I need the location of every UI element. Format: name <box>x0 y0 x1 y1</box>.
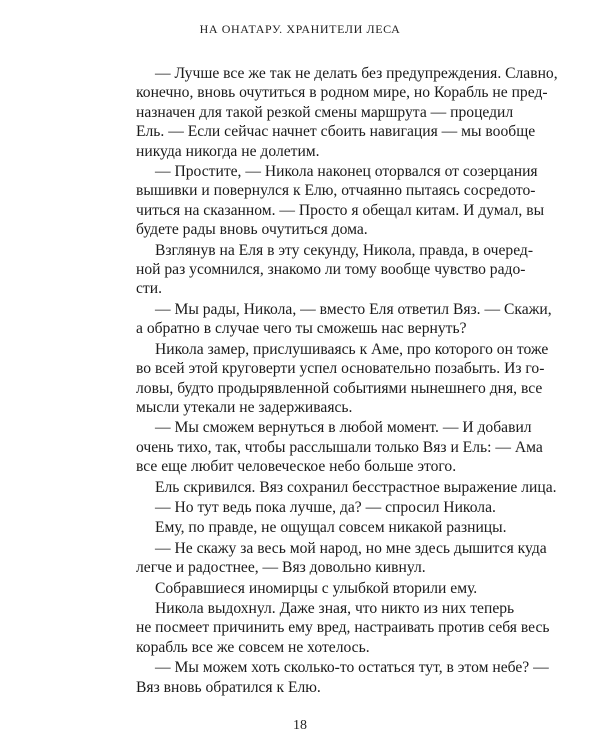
text-line: — Лучше все же так не делать без предупреждения. Славно, <box>155 65 558 82</box>
text-line: очень тихо, так, чтобы расслышали только Вяз и Ель: — Ама <box>136 438 543 456</box>
paragraph <box>117 162 545 240</box>
text-line: вышивки и повернулся к Елю, отчаянно пытаясь сосредото- <box>136 182 536 200</box>
text-line: сти. <box>136 280 162 298</box>
text-line: Взглянув на Еля в эту секунду, Никола, правда, в очеред- <box>155 241 534 259</box>
paragraph <box>117 498 499 517</box>
text-line: легче и радостнее, — Вяз довольно кивнул. <box>136 559 426 577</box>
text-line: мысли утекали не задерживаясь. <box>136 398 353 416</box>
paragraph <box>117 478 557 497</box>
text-line: Вяз вновь обратился к Елю. <box>136 678 321 696</box>
text-line: — Простите, — Никола наконец оторвался от созерцания <box>155 163 538 181</box>
paragraph <box>117 300 552 339</box>
paragraph <box>117 599 550 657</box>
text-line: назначен для такой резкой смены маршрута — процедил <box>136 103 514 121</box>
text-line: Ему, по правде, не ощущал совсем никакой разницы. <box>155 519 507 537</box>
text-line: — Мы рады, Никола, — вместо Еля ответил Вяз. — Скажи, <box>155 300 552 318</box>
text-line: ловы, будто продырявленной событиями нынешнего дня, все <box>136 379 543 397</box>
text-line: Ель. — Если сейчас начнет сбоить навигация — мы вообще <box>136 123 536 141</box>
text-line: а обратно в случае чего ты сможешь нас вернуть? <box>136 320 467 338</box>
text-line: все еще любит человеческое небо больше этого. <box>136 458 457 476</box>
body-text <box>117 64 558 698</box>
running-title: НА ОНАТАРУ. ХРАНИТЕЛИ ЛЕСА <box>199 22 401 36</box>
paragraph <box>117 241 534 299</box>
text-line: Никола замер, прислушиваясь к Аме, про которого он тоже <box>155 340 549 358</box>
text-line: будете рады вновь очутиться дома. <box>136 221 368 239</box>
paragraph <box>117 340 549 418</box>
text-line: читься на сказанном. — Просто я обещал китам. И думал, вы <box>136 201 545 219</box>
text-line: не посмеет причинить ему вред, настраивать против себя весь <box>136 619 550 637</box>
paragraph <box>117 658 549 697</box>
text-line: — Мы сможем вернуться в любой момент. — И добавил <box>155 419 532 437</box>
text-line: конечно, вновь очутиться в родном мире, но Корабль не пред- <box>136 84 548 102</box>
text-line: никуда никогда не долетим. <box>136 142 320 160</box>
text-line: Собравшиеся иномирцы с улыбкой вторили ему. <box>155 579 478 597</box>
paragraph <box>117 64 558 161</box>
text-line: ной раз усомнился, знакомо ли тому вообще чувство радо- <box>136 261 526 279</box>
text-line: — Не скажу за весь мой народ, но мне здесь дышится куда <box>155 539 547 557</box>
text-line: Ель скривился. Вяз сохранил бесстрастное выражение лица. <box>155 478 557 496</box>
text-line: корабль все же совсем не хотелось. <box>136 638 370 656</box>
paragraph <box>117 418 543 476</box>
paragraph <box>117 579 499 598</box>
text-line: — Но тут ведь пока лучше, да? — спросил Никола. <box>155 498 496 516</box>
text-line: — Мы можем хоть сколько-то остаться тут, в этом небе? — <box>155 659 549 677</box>
text-line: во всей этой круговерти успел основательно позабыть. Из го- <box>136 360 545 378</box>
paragraph <box>117 518 507 537</box>
page-number: 18 <box>293 718 307 733</box>
paragraph <box>117 539 547 578</box>
text-line: Никола выдохнул. Даже зная, что никто из них теперь <box>155 599 515 617</box>
